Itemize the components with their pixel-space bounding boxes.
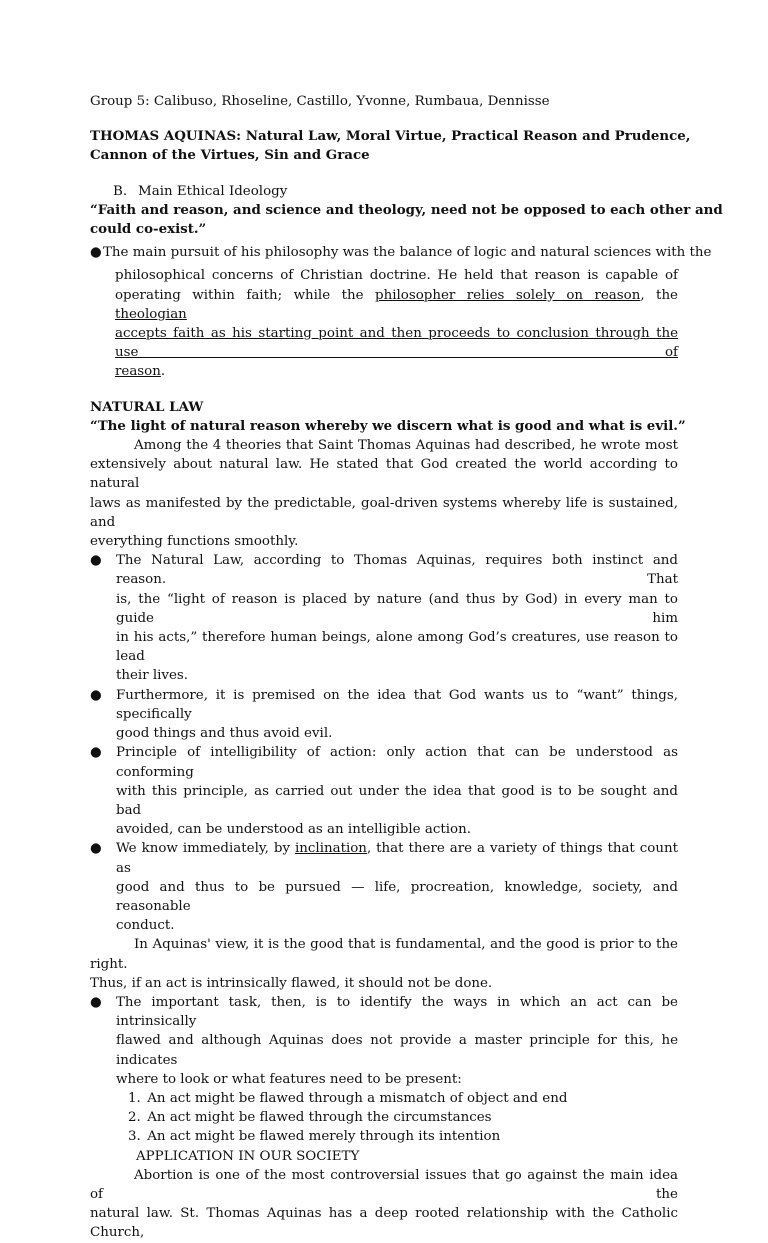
list-item xyxy=(90,551,678,685)
numbered-item xyxy=(128,1108,678,1127)
bullet-icon: ● xyxy=(90,745,102,761)
numbered-item xyxy=(128,1089,678,1108)
number-marker: 1. xyxy=(128,1090,141,1106)
numbered-item xyxy=(128,1127,678,1146)
natural-law-heading: NATURAL LAW xyxy=(90,398,204,415)
main-pursuit-continuation xyxy=(90,266,678,381)
bullet-icon: ● xyxy=(90,994,102,1010)
intro-line-2: extensively about natural law. He stated that God created the world according to natural xyxy=(90,457,678,492)
inclination-pre: We know immediately, by xyxy=(116,841,295,857)
task-line-1: The important task, then, is to identify the ways in which an act can be intrinsically xyxy=(116,994,678,1030)
list-item xyxy=(90,839,678,935)
item4-line-3: conduct. xyxy=(116,918,175,934)
main-pursuit-line-2: philosophical concerns of Christian doctrine. He held that reason is capable of xyxy=(115,268,678,284)
inclination-post: , that there are a variety of things that count as xyxy=(116,841,678,876)
line3-pre: operating within faith; while the xyxy=(115,287,375,303)
application-heading: APPLICATION IN OUR SOCIETY xyxy=(136,1148,360,1164)
item3-line-3: avoided, can be understood as an intelligible action. xyxy=(116,822,471,838)
inclination-underline: inclination xyxy=(295,841,367,857)
list-item xyxy=(90,686,678,744)
title-line-2: Cannon of the Virtues, Sin and Grace xyxy=(90,147,370,164)
section-b-heading xyxy=(90,182,678,201)
bullet-icon: ● xyxy=(90,687,102,703)
quote-line-2: could co-exist.” xyxy=(90,221,207,238)
item3-line-1: Principle of intelligibility of action: only action that can be understood as conforming xyxy=(116,745,678,780)
numbered-text: An act might be flawed through the circumstances xyxy=(147,1110,492,1126)
aquinas-view-paragraph xyxy=(90,935,678,993)
main-pursuit-text: The main pursuit of his philosophy was the balance of logic and natural sciences with the xyxy=(103,245,712,261)
intro-line-1: Among the 4 theories that Saint Thomas Aquinas had described, he wrote most xyxy=(134,438,678,454)
numbered-text: An act might be flawed through a mismatch of object and end xyxy=(147,1090,568,1106)
view-line-2: Thus, if an act is intrinsically flawed, it should not be done. xyxy=(90,975,493,991)
task-line-3: where to look or what features need to be present: xyxy=(116,1071,462,1087)
section-b-label: Main Ethical Ideology xyxy=(138,183,288,199)
task-line-2: flawed and although Aquinas does not provide a master principle for this, he indicates xyxy=(116,1033,678,1068)
main-pursuit-line-3 xyxy=(115,286,678,324)
numbered-text: An act might be flawed merely through its intention xyxy=(147,1129,501,1145)
main-pursuit-line-5 xyxy=(115,362,678,381)
list-item xyxy=(90,993,678,1089)
item1-line-4: their lives. xyxy=(116,668,189,684)
quote-line-1: “Faith and reason, and science and theology, need not be opposed to each other and xyxy=(90,201,723,218)
intro-line-3: laws as manifested by the predictable, goal-driven systems whereby life is sustained, and xyxy=(90,495,678,530)
philosopher-underline: philosopher relies solely on reason xyxy=(375,287,641,303)
number-marker: 2. xyxy=(128,1110,141,1126)
line3-mid: , the xyxy=(640,287,678,303)
reason-underline: reason xyxy=(115,364,161,380)
numbered-list xyxy=(90,1089,678,1147)
main-pursuit-first-line xyxy=(90,243,712,262)
item2-line-1: Furthermore, it is premised on the idea that God wants us to “want” things, specifically xyxy=(116,687,678,722)
section-b-marker: B. xyxy=(113,183,128,199)
natural-law-quote: “The light of natural reason whereby we discern what is good and what is evil.” xyxy=(90,417,686,434)
intro-line-4: everything functions smoothly. xyxy=(90,534,299,550)
item4-line-1 xyxy=(116,839,678,877)
bullet-icon: ● xyxy=(90,553,102,569)
list-item xyxy=(90,743,678,839)
app-line-2: natural law. St. Thomas Aquinas has a deep rooted relationship with the Catholic Church, xyxy=(90,1206,678,1241)
application-paragraph xyxy=(90,1166,678,1243)
item1-line-2: is, the “light of reason is placed by nature (and thus by God) in every man to guide him xyxy=(116,591,678,626)
document-title xyxy=(90,127,691,165)
main-pursuit-line-4: accepts faith as his starting point and then proceeds to conclusion through the use of xyxy=(115,326,678,361)
bullet-icon: ● xyxy=(90,245,102,261)
group-members-line: Group 5: Calibuso, Rhoseline, Castillo, Yvonne, Rumbaua, Dennisse xyxy=(90,94,550,109)
faith-reason-quote xyxy=(90,201,723,239)
natural-law-intro-paragraph xyxy=(90,436,678,551)
item2-line-2: good things and thus avoid evil. xyxy=(116,726,333,742)
item4-line-2: good and thus to be pursued — life, procreation, knowledge, society, and reasonable xyxy=(116,879,678,914)
theologian-underline: theologian xyxy=(115,306,187,322)
app-line-1: Abortion is one of the most controversial issues that go against the main idea of the xyxy=(90,1167,678,1202)
title-line-1: THOMAS AQUINAS: Natural Law, Moral Virtue, Practical Reason and Prudence, xyxy=(90,128,691,145)
document-page xyxy=(90,92,723,1243)
line5-post: . xyxy=(160,364,166,380)
number-marker: 3. xyxy=(128,1129,141,1145)
bullet-icon: ● xyxy=(90,841,102,857)
item1-line-3: in his acts,” therefore human beings, alone among God’s creatures, use reason to lead xyxy=(116,630,678,665)
item3-line-2: with this principle, as carried out under the idea that good is to be sought and bad xyxy=(116,783,678,818)
view-line-1: In Aquinas' view, it is the good that is fundamental, and the good is prior to the right. xyxy=(90,937,678,972)
item1-line-1: The Natural Law, according to Thomas Aquinas, requires both instinct and reason. That xyxy=(116,553,678,588)
